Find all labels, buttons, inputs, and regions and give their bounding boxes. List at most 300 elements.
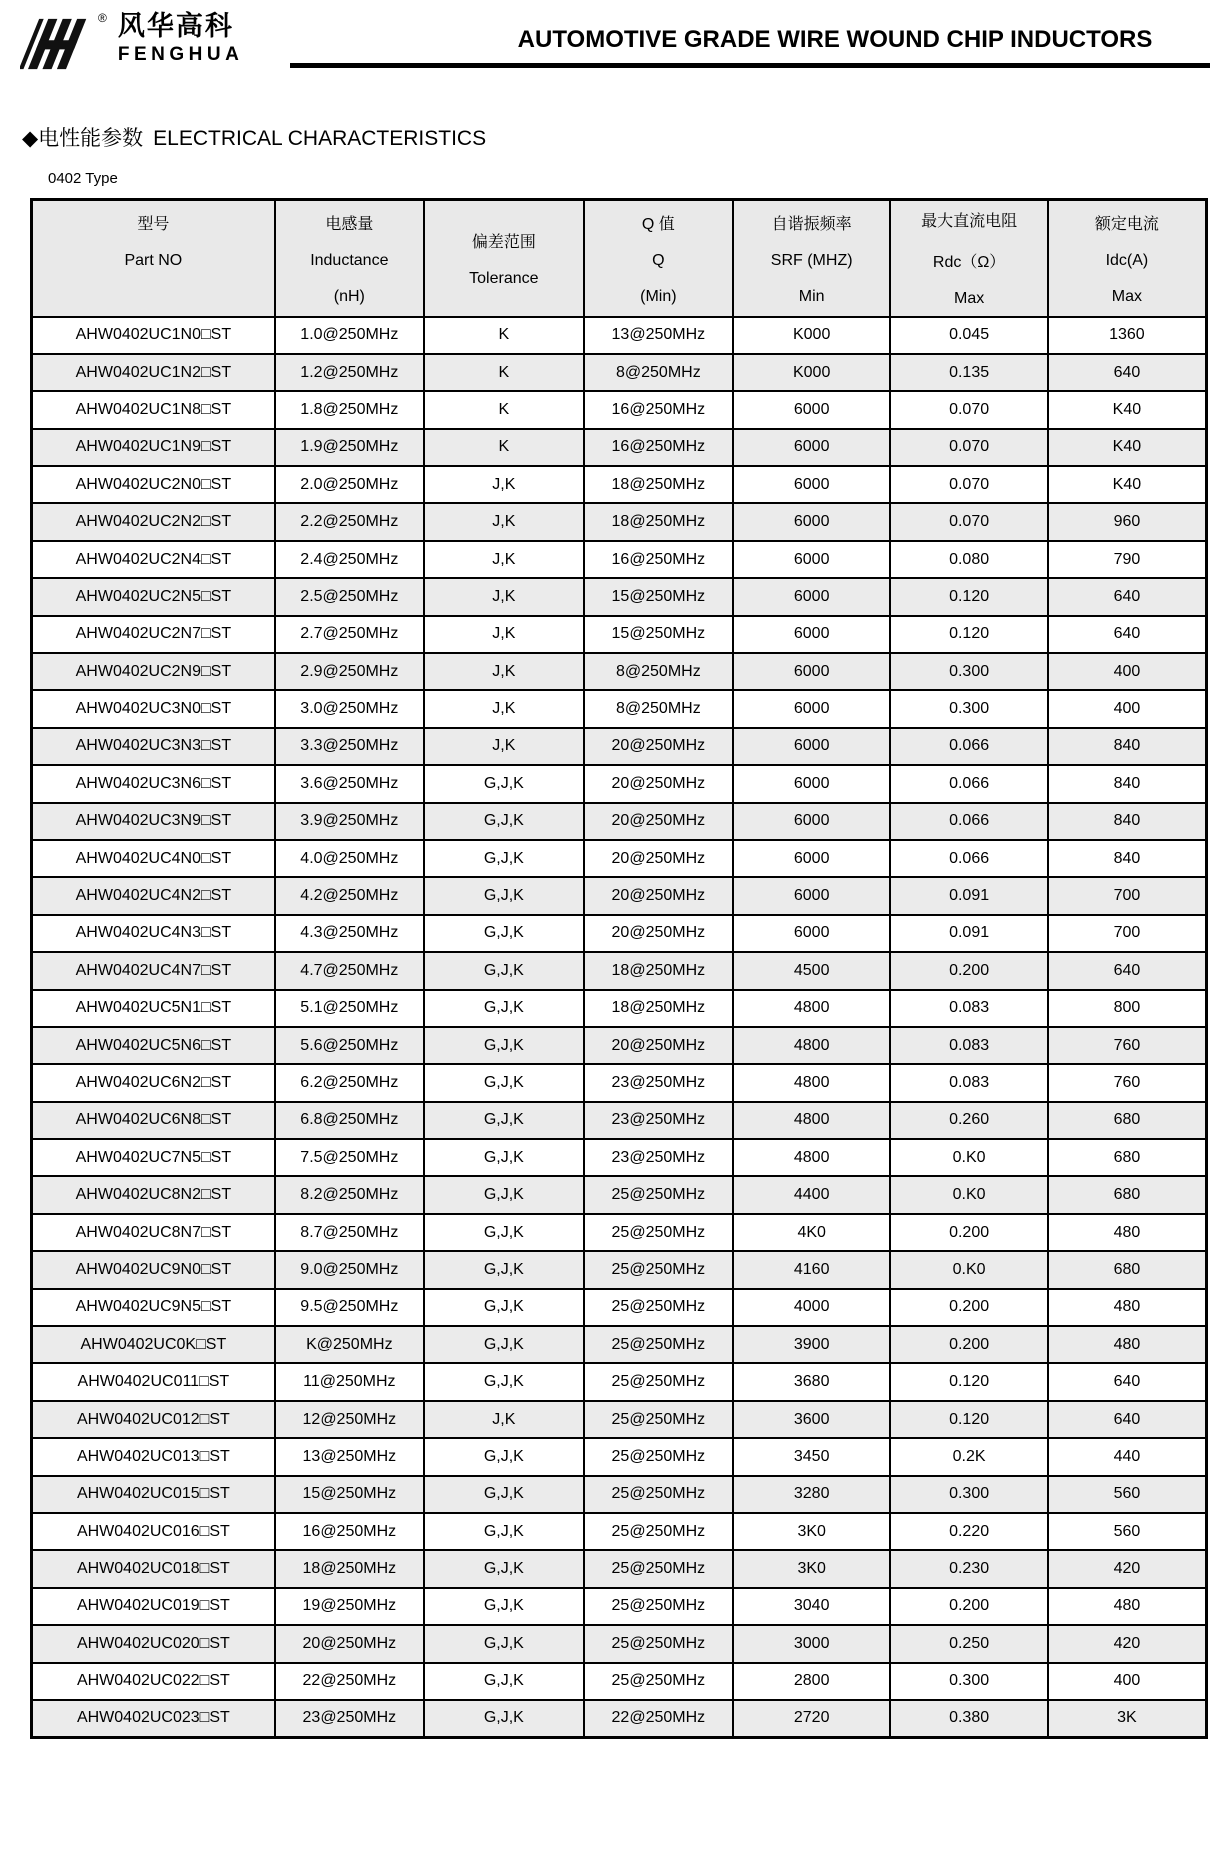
table-cell: 6000: [733, 541, 890, 578]
table-cell: J,K: [424, 466, 584, 503]
table-cell: J,K: [424, 728, 584, 765]
table-cell: 640: [1048, 1401, 1207, 1438]
table-cell: G,J,K: [424, 1064, 584, 1101]
table-cell: G,J,K: [424, 1214, 584, 1251]
table-cell: 13@250MHz: [275, 1438, 424, 1475]
table-cell: 640: [1048, 1363, 1207, 1400]
table-cell: 25@250MHz: [584, 1289, 733, 1326]
table-cell: 0.066: [890, 765, 1047, 802]
table-cell: 3K: [1048, 1700, 1207, 1737]
logo-chinese-name: 风华高科: [117, 11, 234, 41]
table-cell: G,J,K: [424, 1550, 584, 1587]
column-header-2: [424, 200, 584, 317]
table-cell: 0.135: [890, 354, 1047, 391]
table-cell: 20@250MHz: [584, 728, 733, 765]
table-cell: K: [424, 354, 584, 391]
table-cell: 790: [1048, 541, 1207, 578]
table-row: [32, 915, 1207, 952]
part-number-cell: AHW0402UC8N2□ST: [32, 1176, 275, 1213]
part-number-cell: AHW0402UC023□ST: [32, 1700, 275, 1737]
column-header-chinese: 电感量: [325, 215, 374, 233]
table-cell: 3040: [733, 1588, 890, 1625]
column-header-unit: Max: [953, 290, 985, 308]
part-number-cell: AHW0402UC5N6□ST: [32, 1027, 275, 1064]
column-header-unit: (nH): [333, 287, 365, 305]
table-row: [32, 1326, 1207, 1363]
table-row: [32, 616, 1207, 653]
part-number-cell: AHW0402UC3N6□ST: [32, 765, 275, 802]
part-number-cell: AHW0402UC3N3□ST: [32, 728, 275, 765]
table-cell: 840: [1048, 728, 1207, 765]
table-cell: 3000: [733, 1625, 890, 1662]
part-number-cell: AHW0402UC016□ST: [32, 1513, 275, 1550]
table-cell: 6000: [733, 503, 890, 540]
table-cell: 3K0: [733, 1550, 890, 1587]
table-cell: 4.7@250MHz: [275, 952, 424, 989]
part-number-cell: AHW0402UC2N5□ST: [32, 578, 275, 615]
table-cell: 3280: [733, 1476, 890, 1513]
table-row: [32, 990, 1207, 1027]
table-cell: 23@250MHz: [275, 1700, 424, 1737]
table-cell: G,J,K: [424, 765, 584, 802]
table-cell: 0.066: [890, 840, 1047, 877]
part-number-cell: AHW0402UC020□ST: [32, 1625, 275, 1662]
table-row: [32, 429, 1207, 466]
part-number-cell: AHW0402UC9N5□ST: [32, 1289, 275, 1326]
table-cell: 680: [1048, 1251, 1207, 1288]
table-cell: 25@250MHz: [584, 1214, 733, 1251]
part-number-cell: AHW0402UC8N7□ST: [32, 1214, 275, 1251]
table-cell: 760: [1048, 1064, 1207, 1101]
table-cell: 23@250MHz: [584, 1102, 733, 1139]
table-cell: 640: [1048, 616, 1207, 653]
part-number-cell: AHW0402UC012□ST: [32, 1401, 275, 1438]
table-cell: 480: [1048, 1289, 1207, 1326]
table-row: [32, 1476, 1207, 1513]
part-number-cell: AHW0402UC1N9□ST: [32, 429, 275, 466]
table-cell: 16@250MHz: [275, 1513, 424, 1550]
part-number-cell: AHW0402UC022□ST: [32, 1663, 275, 1700]
table-row: [32, 1550, 1207, 1587]
table-cell: 4500: [733, 952, 890, 989]
part-number-cell: AHW0402UC011□ST: [32, 1363, 275, 1400]
table-row: [32, 1513, 1207, 1550]
column-header-chinese: 额定电流: [1094, 215, 1159, 233]
table-row: [32, 541, 1207, 578]
table-cell: 19@250MHz: [275, 1588, 424, 1625]
table-cell: 400: [1048, 690, 1207, 727]
table-cell: 400: [1048, 653, 1207, 690]
electrical-characteristics-table: [30, 198, 1208, 1739]
table-cell: 6000: [733, 915, 890, 952]
table-cell: 25@250MHz: [584, 1476, 733, 1513]
table-cell: 20@250MHz: [584, 765, 733, 802]
table-cell: 3.9@250MHz: [275, 803, 424, 840]
table-cell: 0.300: [890, 1663, 1047, 1700]
table-cell: 0.260: [890, 1102, 1047, 1139]
section-heading-chinese: ◆电性能参数: [22, 127, 144, 150]
table-cell: J,K: [424, 1401, 584, 1438]
table-cell: 15@250MHz: [584, 578, 733, 615]
table-cell: 640: [1048, 578, 1207, 615]
column-header-english: Part NO: [124, 251, 183, 269]
column-header-5: [890, 200, 1047, 317]
table-cell: 640: [1048, 354, 1207, 391]
table-cell: 8@250MHz: [584, 354, 733, 391]
part-number-cell: AHW0402UC7N5□ST: [32, 1139, 275, 1176]
table-cell: 6000: [733, 877, 890, 914]
table-cell: G,J,K: [424, 1176, 584, 1213]
column-header-0: [32, 200, 275, 317]
table-cell: 22@250MHz: [275, 1663, 424, 1700]
table-cell: 6000: [733, 391, 890, 428]
part-number-cell: AHW0402UC019□ST: [32, 1588, 275, 1625]
table-cell: 420: [1048, 1625, 1207, 1662]
table-cell: 5.1@250MHz: [275, 990, 424, 1027]
column-header-6: [1048, 200, 1207, 317]
table-cell: 0.091: [890, 877, 1047, 914]
table-cell: 4160: [733, 1251, 890, 1288]
table-cell: G,J,K: [424, 990, 584, 1027]
column-header-chinese: 型号: [137, 215, 170, 233]
column-header-3: [584, 200, 733, 317]
column-header-chinese: 自谐振频率: [771, 215, 852, 233]
table-cell: 15@250MHz: [584, 616, 733, 653]
table-cell: 640: [1048, 952, 1207, 989]
table-cell: 3K0: [733, 1513, 890, 1550]
column-header-unit: [151, 288, 155, 306]
table-cell: 6000: [733, 690, 890, 727]
table-row: [32, 1139, 1207, 1176]
table-cell: 4800: [733, 1102, 890, 1139]
column-header-unit: Max: [1111, 287, 1143, 305]
table-cell: 0.080: [890, 541, 1047, 578]
table-cell: 3.6@250MHz: [275, 765, 424, 802]
table-cell: G,J,K: [424, 803, 584, 840]
table-cell: G,J,K: [424, 1588, 584, 1625]
table-cell: 9.5@250MHz: [275, 1289, 424, 1326]
table-cell: 680: [1048, 1176, 1207, 1213]
table-cell: 16@250MHz: [584, 541, 733, 578]
part-number-cell: AHW0402UC4N3□ST: [32, 915, 275, 952]
table-cell: 25@250MHz: [584, 1176, 733, 1213]
table-cell: 2.0@250MHz: [275, 466, 424, 503]
table-cell: 4800: [733, 1064, 890, 1101]
table-row: [32, 1401, 1207, 1438]
table-cell: 2.9@250MHz: [275, 653, 424, 690]
table-cell: 6000: [733, 578, 890, 615]
part-number-cell: AHW0402UC1N0□ST: [32, 317, 275, 354]
column-header-unit: Min: [798, 287, 825, 305]
table-cell: K000: [733, 317, 890, 354]
table-cell: 6000: [733, 466, 890, 503]
table-row: [32, 728, 1207, 765]
table-cell: J,K: [424, 690, 584, 727]
table-cell: 480: [1048, 1214, 1207, 1251]
table-cell: 6000: [733, 840, 890, 877]
part-number-cell: AHW0402UC2N7□ST: [32, 616, 275, 653]
table-cell: G,J,K: [424, 1027, 584, 1064]
table-cell: 560: [1048, 1476, 1207, 1513]
table-cell: 4.3@250MHz: [275, 915, 424, 952]
column-header-chinese: Q 值: [641, 215, 675, 233]
table-cell: 4.0@250MHz: [275, 840, 424, 877]
table-cell: K40: [1048, 429, 1207, 466]
logo-latin-name: FENGHUA: [117, 43, 244, 65]
table-cell: 20@250MHz: [584, 1027, 733, 1064]
table-cell: 400: [1048, 1663, 1207, 1700]
table-cell: 18@250MHz: [584, 990, 733, 1027]
part-number-cell: AHW0402UC4N7□ST: [32, 952, 275, 989]
table-cell: 480: [1048, 1326, 1207, 1363]
part-number-cell: AHW0402UC013□ST: [32, 1438, 275, 1475]
table-cell: 2720: [733, 1700, 890, 1737]
table-row: [32, 578, 1207, 615]
table-cell: 0.070: [890, 429, 1047, 466]
table-cell: 0.066: [890, 803, 1047, 840]
table-cell: 11@250MHz: [275, 1363, 424, 1400]
table-cell: 2.2@250MHz: [275, 503, 424, 540]
table-cell: K: [424, 429, 584, 466]
table-cell: 7.5@250MHz: [275, 1139, 424, 1176]
table-cell: 4000: [733, 1289, 890, 1326]
table-body: [32, 317, 1207, 1738]
table-cell: G,J,K: [424, 1438, 584, 1475]
table-cell: 25@250MHz: [584, 1550, 733, 1587]
table-cell: 4800: [733, 1139, 890, 1176]
table-cell: 18@250MHz: [584, 466, 733, 503]
column-header-4: [733, 200, 890, 317]
table-cell: 6000: [733, 429, 890, 466]
fenghua-logo-mark: [20, 12, 96, 76]
table-cell: 0.300: [890, 690, 1047, 727]
part-number-cell: AHW0402UC9N0□ST: [32, 1251, 275, 1288]
table-cell: 16@250MHz: [584, 429, 733, 466]
table-row: [32, 1363, 1207, 1400]
table-cell: 0.070: [890, 466, 1047, 503]
table-cell: 8@250MHz: [584, 690, 733, 727]
table-cell: 6000: [733, 803, 890, 840]
table-cell: 0.300: [890, 1476, 1047, 1513]
table-cell: 1.0@250MHz: [275, 317, 424, 354]
table-row: [32, 354, 1207, 391]
section-heading: [22, 122, 486, 152]
table-cell: 1.9@250MHz: [275, 429, 424, 466]
column-header-unit: (Min): [640, 287, 677, 305]
table-cell: 25@250MHz: [584, 1438, 733, 1475]
table-cell: 0.070: [890, 503, 1047, 540]
table-cell: 6.8@250MHz: [275, 1102, 424, 1139]
part-number-cell: AHW0402UC1N2□ST: [32, 354, 275, 391]
part-number-cell: AHW0402UC6N8□ST: [32, 1102, 275, 1139]
part-number-cell: AHW0402UC015□ST: [32, 1476, 275, 1513]
part-number-cell: AHW0402UC2N9□ST: [32, 653, 275, 690]
table-cell: G,J,K: [424, 1625, 584, 1662]
table-cell: 23@250MHz: [584, 1139, 733, 1176]
table-row: [32, 1700, 1207, 1737]
table-row: [32, 653, 1207, 690]
table-cell: 840: [1048, 803, 1207, 840]
table-cell: J,K: [424, 541, 584, 578]
table-cell: 25@250MHz: [584, 1363, 733, 1400]
table-cell: 8.2@250MHz: [275, 1176, 424, 1213]
table-cell: 3600: [733, 1401, 890, 1438]
table-cell: 8@250MHz: [584, 653, 733, 690]
table-cell: 4800: [733, 990, 890, 1027]
table-row: [32, 1625, 1207, 1662]
table-cell: G,J,K: [424, 1139, 584, 1176]
table-row: [32, 466, 1207, 503]
table-cell: 0.070: [890, 391, 1047, 428]
part-number-cell: AHW0402UC6N2□ST: [32, 1064, 275, 1101]
table-cell: 6000: [733, 616, 890, 653]
table-row: [32, 690, 1207, 727]
table-cell: 420: [1048, 1550, 1207, 1587]
table-cell: G,J,K: [424, 877, 584, 914]
column-header-english: Q: [652, 251, 665, 269]
table-cell: 9.0@250MHz: [275, 1251, 424, 1288]
table-cell: 6000: [733, 728, 890, 765]
table-cell: 25@250MHz: [584, 1513, 733, 1550]
column-header-english: Rdc（Ω）: [932, 254, 1006, 272]
table-cell: 20@250MHz: [275, 1625, 424, 1662]
table-cell: 2.4@250MHz: [275, 541, 424, 578]
table-row: [32, 1588, 1207, 1625]
table-cell: 6000: [733, 765, 890, 802]
table-cell: 0.200: [890, 1588, 1047, 1625]
table-cell: 22@250MHz: [584, 1700, 733, 1737]
table-cell: 0.120: [890, 1363, 1047, 1400]
table-cell: 3900: [733, 1326, 890, 1363]
table-cell: 5.6@250MHz: [275, 1027, 424, 1064]
logo-text: [118, 12, 243, 66]
table-cell: 0.083: [890, 1064, 1047, 1101]
table-cell: 8.7@250MHz: [275, 1214, 424, 1251]
table-cell: 6000: [733, 653, 890, 690]
document-title: AUTOMOTIVE GRADE WIRE WOUND CHIP INDUCTORS: [517, 26, 1153, 53]
table-cell: G,J,K: [424, 1326, 584, 1363]
table-cell: 6.2@250MHz: [275, 1064, 424, 1101]
table-cell: 700: [1048, 915, 1207, 952]
fenghua-logo: [20, 12, 243, 76]
table-cell: 25@250MHz: [584, 1326, 733, 1363]
part-number-cell: AHW0402UC2N0□ST: [32, 466, 275, 503]
table-cell: 25@250MHz: [584, 1588, 733, 1625]
table-cell: 1.8@250MHz: [275, 391, 424, 428]
package-type-label: 0402 Type: [48, 170, 118, 187]
table-row: [32, 1438, 1207, 1475]
part-number-cell: AHW0402UC018□ST: [32, 1550, 275, 1587]
table-cell: 0.K0: [890, 1251, 1047, 1288]
table-cell: K: [424, 317, 584, 354]
table-cell: 0.120: [890, 1401, 1047, 1438]
table-cell: 0.K0: [890, 1139, 1047, 1176]
table-cell: 0.2K: [890, 1438, 1047, 1475]
table-cell: 0.250: [890, 1625, 1047, 1662]
table-cell: G,J,K: [424, 840, 584, 877]
part-number-cell: AHW0402UC4N0□ST: [32, 840, 275, 877]
table-cell: 3450: [733, 1438, 890, 1475]
table-cell: J,K: [424, 653, 584, 690]
part-number-cell: AHW0402UC2N2□ST: [32, 503, 275, 540]
column-header-english: SRF (MHZ): [770, 251, 853, 269]
table-cell: 20@250MHz: [584, 915, 733, 952]
table-row: [32, 317, 1207, 354]
section-heading-english: ELECTRICAL CHARACTERISTICS: [153, 127, 487, 150]
table-cell: 560: [1048, 1513, 1207, 1550]
table-cell: 0.K0: [890, 1176, 1047, 1213]
table-row: [32, 391, 1207, 428]
table-cell: 0.120: [890, 616, 1047, 653]
table-cell: 3680: [733, 1363, 890, 1400]
table-cell: 16@250MHz: [584, 391, 733, 428]
table-cell: G,J,K: [424, 952, 584, 989]
table-cell: 0.200: [890, 1214, 1047, 1251]
table-cell: 4K0: [733, 1214, 890, 1251]
table-cell: 3.0@250MHz: [275, 690, 424, 727]
table-row: [32, 765, 1207, 802]
table-cell: 680: [1048, 1139, 1207, 1176]
table-cell: 480: [1048, 1588, 1207, 1625]
table-cell: 4400: [733, 1176, 890, 1213]
table-cell: 2.5@250MHz: [275, 578, 424, 615]
column-header-chinese: 偏差范围: [471, 233, 536, 251]
table-cell: 0.200: [890, 1289, 1047, 1326]
table-row: [32, 1064, 1207, 1101]
part-number-cell: AHW0402UC0K□ST: [32, 1326, 275, 1363]
part-number-cell: AHW0402UC4N2□ST: [32, 877, 275, 914]
table-cell: G,J,K: [424, 1251, 584, 1288]
header-row: [32, 200, 1207, 317]
table-cell: 25@250MHz: [584, 1625, 733, 1662]
column-header-1: [275, 200, 424, 317]
table-cell: 3.3@250MHz: [275, 728, 424, 765]
table-cell: 0.120: [890, 578, 1047, 615]
table-cell: 20@250MHz: [584, 840, 733, 877]
table-cell: K: [424, 391, 584, 428]
table-cell: 0.045: [890, 317, 1047, 354]
table-cell: 960: [1048, 503, 1207, 540]
table-cell: 840: [1048, 840, 1207, 877]
part-number-cell: AHW0402UC1N8□ST: [32, 391, 275, 428]
table-cell: 0.230: [890, 1550, 1047, 1587]
table-cell: 18@250MHz: [584, 503, 733, 540]
table-cell: 25@250MHz: [584, 1663, 733, 1700]
table-cell: G,J,K: [424, 1513, 584, 1550]
table-cell: 0.300: [890, 653, 1047, 690]
table-cell: 0.220: [890, 1513, 1047, 1550]
table-cell: K40: [1048, 391, 1207, 428]
table-row: [32, 877, 1207, 914]
table-cell: 0.083: [890, 990, 1047, 1027]
table-cell: 0.200: [890, 952, 1047, 989]
table-cell: 2.7@250MHz: [275, 616, 424, 653]
table-cell: J,K: [424, 616, 584, 653]
column-header-english: Idc(A): [1105, 251, 1149, 269]
table-cell: 25@250MHz: [584, 1401, 733, 1438]
part-number-cell: AHW0402UC5N1□ST: [32, 990, 275, 1027]
table-cell: G,J,K: [424, 1363, 584, 1400]
table-cell: G,J,K: [424, 1289, 584, 1326]
column-header-english: Tolerance: [469, 269, 539, 287]
table-cell: G,J,K: [424, 1476, 584, 1513]
table-cell: K000: [733, 354, 890, 391]
table-row: [32, 1663, 1207, 1700]
table-row: [32, 503, 1207, 540]
table-cell: G,J,K: [424, 1663, 584, 1700]
table-row: [32, 1102, 1207, 1139]
part-number-cell: AHW0402UC3N9□ST: [32, 803, 275, 840]
